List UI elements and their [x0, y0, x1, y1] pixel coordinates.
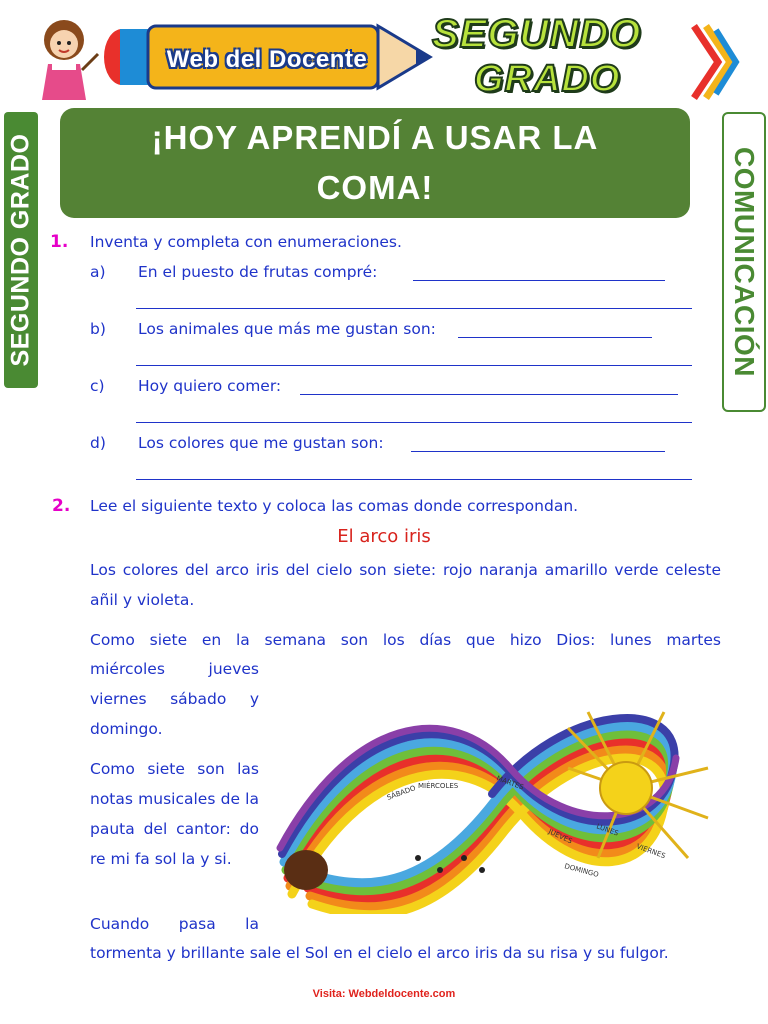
answer-blank-c1[interactable] — [300, 378, 678, 395]
item-c-text: Hoy quiero comer: — [138, 377, 282, 395]
answer-blank-a1[interactable] — [413, 264, 665, 281]
label-viernes: VIERNES — [635, 842, 667, 861]
title-banner — [60, 108, 690, 218]
story-paragraph-2-line1: Como siete en la semana son los días que hizo Dios: lunes martes — [90, 631, 721, 649]
exercise-1-number: 1. — [50, 232, 69, 252]
side-label-right — [722, 112, 766, 412]
label-sabado: SÁBADO — [385, 784, 417, 802]
answer-blank-a2[interactable] — [136, 292, 692, 309]
answer-blank-d2[interactable] — [136, 463, 692, 480]
story-paragraph-1: Los colores del arco iris del cielo son siete: rojo naranja amarillo verde celeste añil y violeta. — [90, 561, 721, 609]
answer-blank-b1[interactable] — [458, 321, 652, 338]
answer-blank-c2[interactable] — [136, 406, 692, 423]
story-paragraph-2-rest: miércoles jueves viernes sábado y domingo. — [90, 660, 259, 738]
item-a-text: En el puesto de frutas compré: — [138, 263, 378, 281]
item-a-letter: a) — [90, 263, 106, 281]
label-martes: MARTES — [495, 774, 525, 792]
story-paragraph-4-line1: Cuando pasa la — [90, 915, 259, 933]
item-d-letter: d) — [90, 434, 106, 452]
grade-word-bottom: GRADO — [474, 58, 621, 100]
label-lunes: LUNES — [595, 822, 620, 838]
page-title: ¡HOY APRENDÍ A USAR LA COMA! — [151, 119, 599, 206]
teacher-cartoon-icon — [30, 14, 100, 104]
side-label-right-text: COMUNICACIÓN — [729, 147, 760, 377]
story-paragraph-4-line2: tormenta y brillante sale el Sol en el cielo el arco iris da su risa y su fulgor. — [90, 944, 669, 962]
label-domingo: DOMINGO — [563, 862, 600, 880]
exercise-2-number: 2. — [52, 496, 71, 516]
item-b-text: Los animales que más me gustan son: — [138, 320, 436, 338]
item-d-text: Los colores que me gustan son: — [138, 434, 384, 452]
grade-word-top: SEGUNDO — [432, 12, 642, 56]
story-paragraph-3: Como siete son las notas musicales de la pauta del cantor: do re mi fa sol la y si. — [90, 760, 259, 868]
story-title: El arco iris — [337, 526, 431, 547]
answer-blank-b2[interactable] — [136, 349, 692, 366]
arrow-chevrons-icon — [690, 22, 740, 102]
footer-link[interactable]: Visita: Webdeldocente.com — [312, 988, 456, 1000]
rainbow-illustration — [268, 708, 720, 914]
label-miercoles: MIÉRCOLES — [418, 782, 459, 790]
side-label-left — [4, 112, 38, 388]
item-b-letter: b) — [90, 320, 106, 338]
side-label-left-text: SEGUNDO GRADO — [6, 133, 35, 367]
answer-blank-d1[interactable] — [411, 435, 665, 452]
item-c-letter: c) — [90, 377, 105, 395]
exercise-1-instruction: Inventa y completa con enumeraciones. — [90, 233, 402, 251]
brand-name: Web del Docente — [166, 46, 368, 73]
label-jueves: JUEVES — [547, 827, 574, 846]
exercise-2-instruction: Lee el siguiente texto y coloca las comas donde correspondan. — [90, 497, 579, 515]
